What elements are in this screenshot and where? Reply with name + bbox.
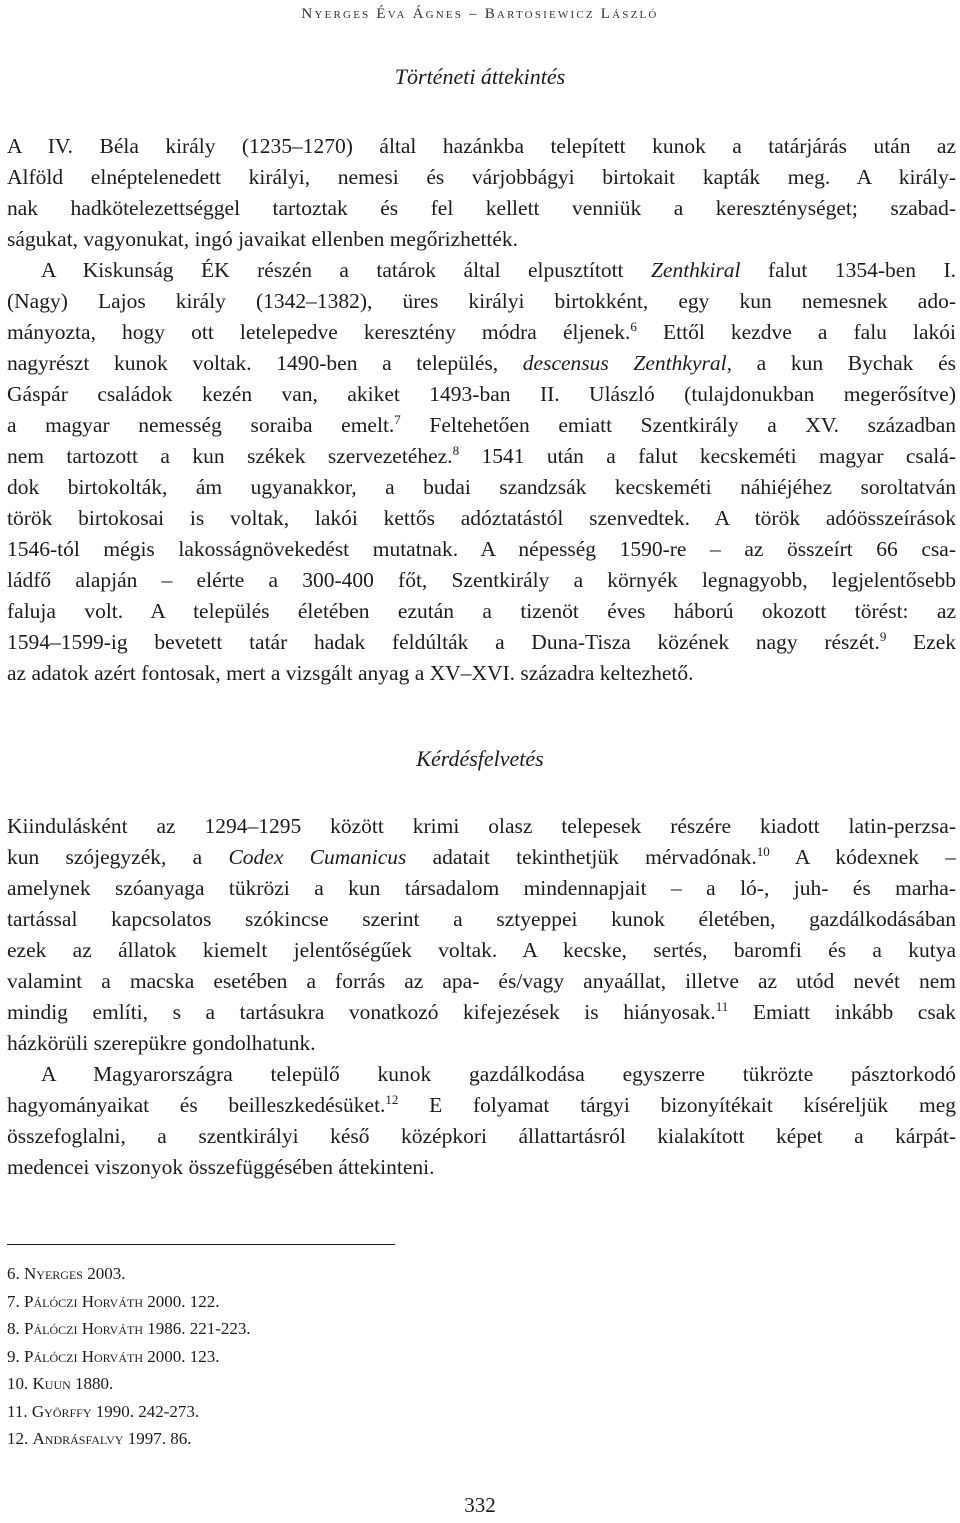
text-line: Kiindulásként az 1294–1295 között krimi olasz telepesek részére kiadott latin-perzsa-: [7, 814, 956, 838]
footnote-9: 9. Pálóczi Horváth 2000. 123.: [7, 1346, 220, 1366]
text-line: Gáspár családok kezén van, akiket 1493-ban II. Ulászló (tulajdonukban megerősítve): [7, 382, 956, 406]
text-line: a magyar nemesség soraiba emelt.$^7$ Feltehetően emiatt Szentkirály a XV. században: [7, 412, 956, 437]
text-line: nagyrészt kunok voltak. 1490-ben a település, descensus Zenthkyral, a kun Bychak és: [7, 351, 956, 375]
footnote-ref-12[interactable]: 12: [385, 1092, 399, 1107]
footnote-ref-7[interactable]: 7: [394, 412, 401, 427]
text-line: valamint a macska esetében a forrás az apa- és/vagy anyaállat, illetve az utód nevét nem: [7, 969, 956, 993]
text-line: ezek az állatok kiemelt jelentőségűek voltak. A kecske, sertés, baromfi és a kutya: [7, 938, 956, 962]
footnote-divider: [7, 1244, 395, 1245]
text-line: az adatok azért fontosak, mert a vizsgált anyag a XV–XVI. századra keltezhető.: [7, 661, 694, 685]
text-line: házkörüli szerepükre gondolhatunk.: [7, 1031, 316, 1055]
footnote-ref-6[interactable]: 6: [630, 319, 637, 334]
text-line: A Magyarországra települő kunok gazdálkodása egyszerre tükrözte pásztorkodó: [41, 1062, 956, 1086]
text-line: ládfő alapján – elérte a 300-400 főt, Szentkirály a környék legnagyobb, legjelentősebb: [7, 568, 956, 592]
running-head: Nyerges Éva Ágnes – Bartosiewicz László: [301, 6, 659, 22]
codex-title: Codex Cumanicus: [228, 845, 407, 869]
text-line: nak hadkötelezettséggel tartoztak és fel kellett venniük a kereszténységet; szabad-: [7, 196, 956, 220]
text-line: medencei viszonyok összefüggésében áttekinteni.: [7, 1155, 435, 1179]
text-line: (Nagy) Lajos király (1342–1382), üres királyi birtokként, egy kun nemesnek ado-: [7, 289, 956, 313]
footnote-ref-8[interactable]: 8: [452, 443, 460, 458]
text-line: összefoglalni, a szentkirályi késő középkori állattartásról kialakított képet a kárpát-: [7, 1124, 956, 1148]
history-paragraphs: [7, 131, 956, 689]
footnote-6: 6. Nyerges 2003.: [7, 1264, 126, 1283]
section-title-history: Történeti áttekintés: [394, 64, 566, 89]
footnote-ref-9[interactable]: 9: [879, 629, 887, 644]
footnotes: [7, 1260, 251, 1453]
text-line: dok birtokolták, ám ugyanakkor, a budai szandzsák kecskeméti náhiéjéhez soroltatván: [7, 475, 956, 499]
footnote-7: 7. Pálóczi Horváth 2000. 122.: [7, 1291, 220, 1311]
footnote-ref-10[interactable]: 10: [756, 844, 770, 859]
footnote-12: 12. Andrásfalvy 1997. 86.: [7, 1429, 192, 1448]
text-line: A IV. Béla király (1235–1270) által hazánkba telepített kunok a tatárjárás után az: [7, 134, 956, 158]
text-line: A Kiskunság ÉK részén a tatárok által elpusztított Zenthkiral falut 1354-ben I.: [41, 258, 956, 282]
text-line: 1546-tól mégis lakosságnövekedést mutatnak. A népesség 1590-re – az összeírt 66 csa-: [7, 537, 956, 561]
footnote-ref-11[interactable]: 11: [715, 999, 729, 1014]
question-paragraphs: [7, 811, 956, 1183]
placename-zenthkiral: Zenthkiral: [650, 258, 741, 282]
text-line: 1594–1599-ig bevetett tatár hadak feldúlták a Duna-Tisza közének nagy részét.$^9$ Ezek: [7, 629, 957, 654]
page-number: 332: [464, 1493, 496, 1517]
footnote-10: 10. Kuun 1880.: [7, 1374, 114, 1393]
text-line: török birtokosai is voltak, lakói kettős adóztatástól szenvedtek. A török adóösszeírások: [7, 506, 956, 530]
text-line: kun szójegyzék, a Codex Cumanicus adatait tekinthetjük mérvadónak.$^{10}$ A kódexnek –: [7, 844, 957, 869]
placename-descensus: descensus Zenthkyral: [522, 351, 727, 375]
footnote-11: 11. Györffy 1990. 242-273.: [7, 1401, 200, 1421]
footnote-8: 8. Pálóczi Horváth 1986. 221-223.: [7, 1319, 251, 1338]
text-line: amelynek szóanyaga tükrözi a kun társadalom mindennapjait – a ló-, juh- és marha-: [7, 876, 956, 900]
text-line: hagyományaikat és beilleszkedésüket.$^{12}$ E folyamat tárgyi bizonyítékait kíséreljük meg: [7, 1092, 956, 1117]
text-line: ságukat, vagyonukat, ingó javaikat ellenben megőrizhették.: [7, 227, 519, 251]
section-title-question: Kérdésfelvetés: [416, 746, 544, 771]
text-line: Alföld elnéptelenedett királyi, nemesi és várjobbágyi birtokait kapták meg. A király-: [7, 165, 956, 189]
text-line: mindig említi, s a tartásukra vonatkozó kifejezések is hiányosak.$^{11}$ Emiatt inkább csak: [7, 999, 956, 1024]
text-line: nem tartozott a kun székek szervezetéhez.$^8$ 1541 után a falut kecskeméti magyar csalá-: [7, 443, 956, 468]
text-line: tartással kapcsolatos szókincse szerint a sztyeppei kunok életében, gazdálkodásában: [7, 907, 956, 931]
text-line: faluja volt. A település életében ezután a tizenöt éves háború okozott törést: az: [7, 599, 956, 623]
text-line: mányozta, hogy ott letelepedve keresztény módra éljenek.$^6$ Ettől kezdve a falu lakói: [7, 319, 956, 344]
